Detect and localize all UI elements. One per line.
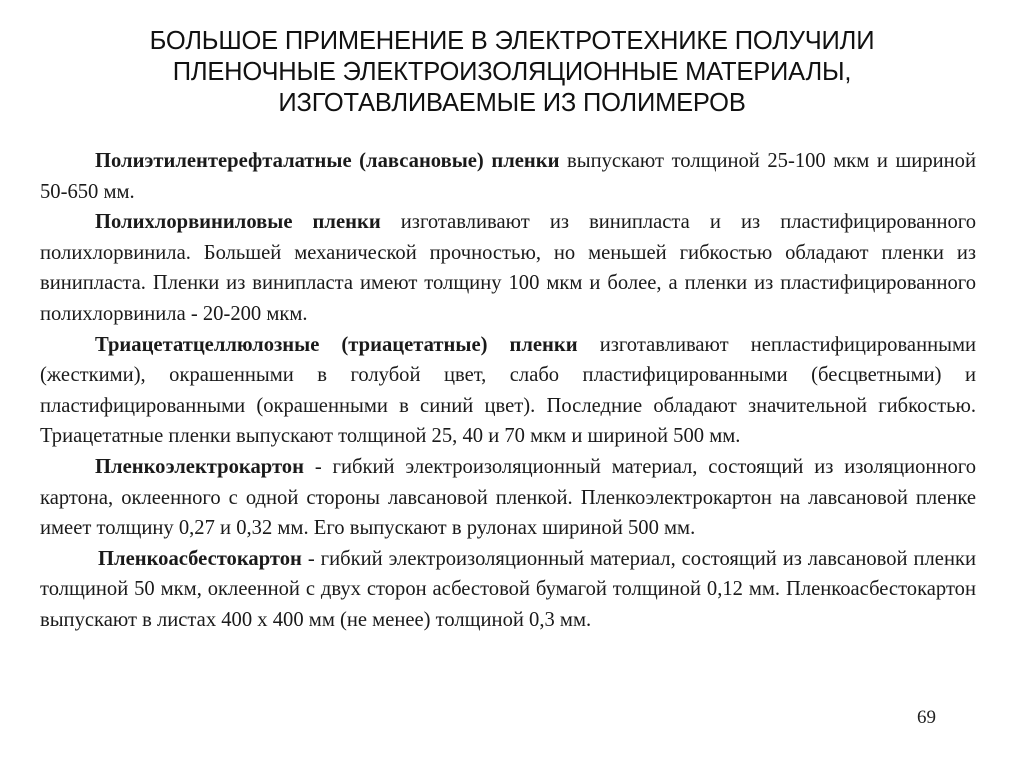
paragraph-triacetate-films xyxy=(40,330,976,452)
slide-body xyxy=(40,146,976,636)
term-film-asbestos-cardboard: Пленкоасбестокартон xyxy=(98,547,302,570)
term-triacetate-films: Триацетатцеллюлозные (триацетатные) пленки xyxy=(95,333,578,356)
slide-title xyxy=(60,26,964,119)
paragraph-text: изготавливают непластифицированными (жесткими), окрашенными в голубой цвет, слабо пластифицированными (бесцветными) и пластифицированными (окрашенными в синий цвет). Последние обладают значительной гибкостью. Триацетатные пленки выпускают толщиной 25, 40 и 70 мкм и шириной 500 мм. xyxy=(40,333,976,448)
paragraph-film-asbestos-cardboard xyxy=(40,544,976,636)
term-lavsan-films: Полиэтилентерефталатные (лавсановые) пленки xyxy=(95,150,560,172)
title-line: ПЛЕНОЧНЫЕ ЭЛЕКТРОИЗОЛЯЦИОННЫЕ МАТЕРИАЛЫ, xyxy=(172,58,852,86)
term-pvc-films: Полихлорвиниловые пленки xyxy=(95,211,381,234)
paragraph-film-electrocardboard xyxy=(40,452,976,544)
title-line: ИЗГОТАВЛИВАЕМЫЕ ИЗ ПОЛИМЕРОВ xyxy=(278,89,746,117)
title-line: БОЛЬШОЕ ПРИМЕНЕНИЕ В ЭЛЕКТРОТЕХНИКЕ ПОЛУЧИЛИ xyxy=(149,27,875,55)
paragraph-lavsan-films xyxy=(40,146,976,207)
term-film-electrocardboard: Пленкоэлектрокартон xyxy=(95,455,304,478)
paragraph-text: - гибкий электроизоляционный материал, состоящий из изоляционного картона, оклеенного с одной стороны лавсановой пленкой. Пленкоэлектрокартон на лавсановой пленке имеет толщину 0,27 и 0,32 мм. Его выпускают в рулонах шириной 500 мм. xyxy=(40,455,976,540)
paragraph-text: изготавливают из винипласта и из пластифицированного полихлорвинила. Большей механической прочностью, но меньшей гибкостью обладают пленки из винипласта. Пленки из винипласта имеют толщину 100 мкм и более, а пленки из пластифицированного полихлорвинила - 20-200 мкм. xyxy=(40,211,977,325)
page-number: 69 xyxy=(917,707,936,728)
paragraph-text: выпускают толщиной 25-100 мкм и шириной 50-650 мм. xyxy=(40,150,976,203)
paragraph-text: - гибкий электроизоляционный материал, состоящий из лавсановой пленки толщиной 50 мкм, оклеенной с двух сторон асбестовой бумагой толщиной 0,12 мм. Пленкоасбестокартон выпускают в листах 400 x 400 мм (не менее) толщиной 0,3 мм. xyxy=(40,547,976,631)
paragraph-pvc-films xyxy=(40,207,976,329)
